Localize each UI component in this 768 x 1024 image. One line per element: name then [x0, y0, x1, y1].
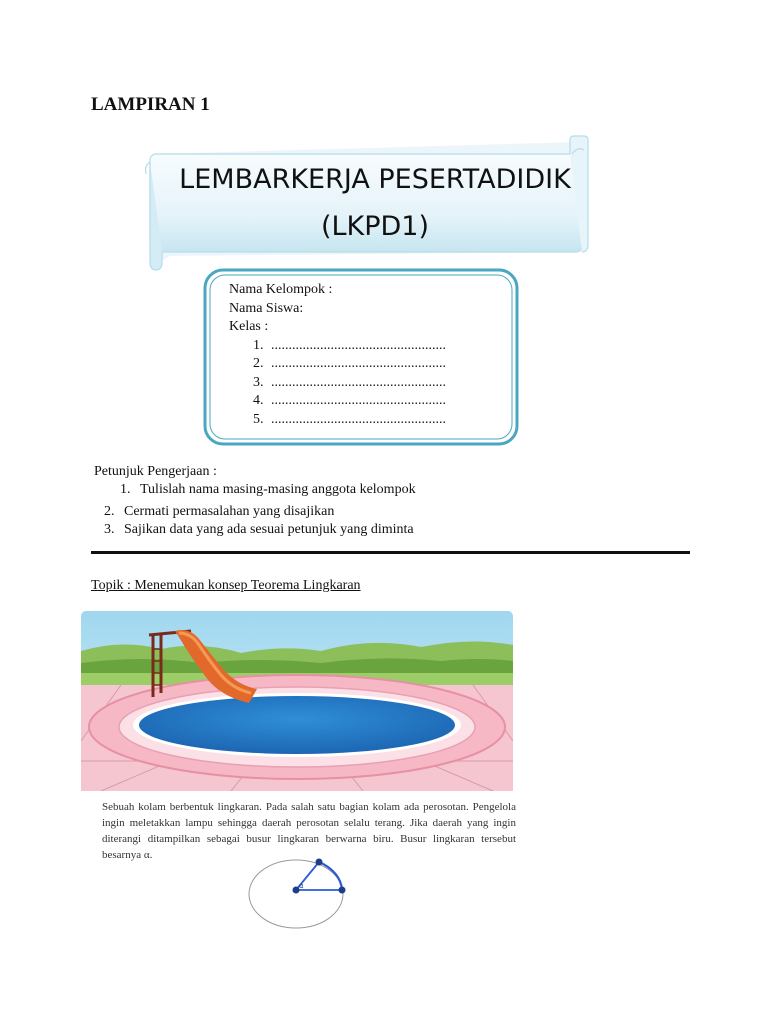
- student-name-label: Nama Siswa:: [229, 300, 304, 316]
- member-blank: 1. ..................................................: [267, 337, 446, 356]
- group-name-label: Nama Kelompok :: [229, 282, 333, 297]
- instructions-list-rest: [94, 503, 416, 539]
- title-banner: [140, 132, 600, 274]
- member-blank-list: [229, 337, 446, 430]
- member-blank: 2. ..................................................: [267, 355, 446, 374]
- member-blank: 5. ..................................................: [267, 411, 446, 430]
- instruction-item: 1. Tulislah nama masing-masing anggota kelompok: [134, 481, 416, 499]
- angle-label: α: [299, 882, 304, 890]
- class-label: Kelas :: [229, 319, 269, 334]
- instruction-item: 2. Cermati permasalahan yang disajikan: [118, 503, 416, 521]
- member-blank: 3. ..................................................: [267, 374, 446, 393]
- banner-title-line2: (LKPD1): [320, 211, 430, 242]
- problem-statement: Sebuah kolam berbentuk lingkaran. Pada salah satu bagian kolam ada perosotan. Pengelola ingin meletakkan lampu sehingga daerah perosotan selalu terang. Jika daerah yang ingin diterangi ditampilkan sebagai busur lingkaran berwarna biru. Busur lingkaran tersebut besarnya α.: [102, 801, 516, 861]
- page-heading: LAMPIRAN 1: [91, 94, 210, 115]
- identity-fields: [229, 281, 446, 429]
- member-blank: 4. ..................................................: [267, 392, 446, 411]
- topic-line: Topik : Menemukan konsep Teorema Lingkaran: [91, 578, 361, 593]
- instructions-list-first: [94, 481, 416, 499]
- banner-title-line1: LEMBARKERJA PESERTADIDIK: [179, 164, 571, 195]
- section-divider: [91, 551, 690, 554]
- instruction-item: 3. Sajikan data yang ada sesuai petunjuk yang diminta: [118, 521, 416, 539]
- instructions-title: Petunjuk Pengerjaan :: [94, 464, 217, 479]
- instructions: [94, 463, 416, 539]
- swimming-pool-illustration: [81, 611, 513, 791]
- circle-arc-diagram: [246, 856, 350, 930]
